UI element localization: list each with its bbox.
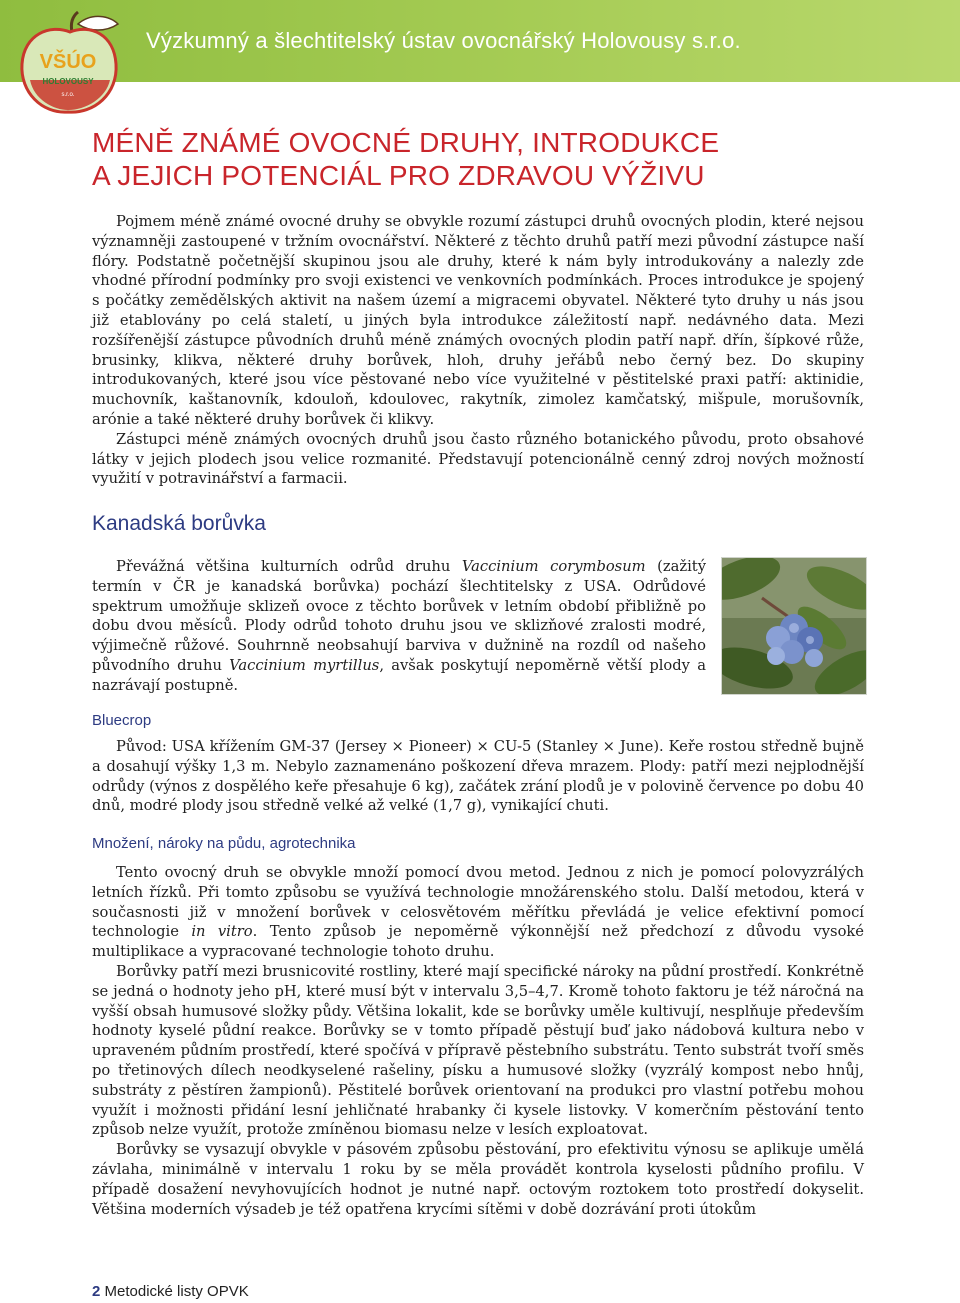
blueberry-text bbox=[92, 557, 706, 696]
institute-name: Výzkumný a šlechtitelský ústav ovocnářský Holovousy s.r.o. bbox=[146, 28, 741, 53]
title-line-1: MÉNĚ ZNÁMÉ OVOCNÉ DRUHY, INTRODUKCE bbox=[92, 127, 720, 158]
blueberry-paragraph: Převážná většina kulturních odrůd druhu Vaccinium corymbosum (zažitý termín v ČR je kanadská borůvka) pochází šlechtitelsky z USA. Odrůdové spektrum umožňuje sklizeň ovoce z těchto borůvek v letním období přibližně po dobu dvou měsíců. Plody odrůd tohoto druhu jsou ve sklizňové zralosti modré, výjimečně růžové. Souhrnně neobsahují barviva v dužnině na rozdíl od našeho původního druhu Vaccinium myrtillus, avšak poskytují nepoměrně větší plody a nazrávají postupně. bbox=[92, 558, 707, 694]
in-vitro-term: in vitro bbox=[191, 923, 253, 941]
svg-text:HOLOVOUSY: HOLOVOUSY bbox=[42, 77, 94, 86]
vsuo-logo bbox=[10, 10, 130, 118]
section-heading-propagation: Množení, nároky na půdu, agrotechnika bbox=[92, 835, 356, 852]
bluecrop-paragraph: Původ: USA křížením GM-37 (Jersey × Pioneer) × CU-5 (Stanley × June). Keře rostou středně bujně a dosahují výšky 1,3 m. Nebylo zaznamenáno poškození dřeva mrazem. Plody: patří mezi nejplodnější odrůdy (výnos z dospělého keře přesahuje 6 kg), začátek zrání plodů je v polovině července po dobu 40 dnů, modré plody jsou středně velké až velké (1,7 g), vynikající chuti. bbox=[92, 738, 864, 815]
intro-text bbox=[92, 212, 864, 489]
svg-text:s.r.o.: s.r.o. bbox=[61, 92, 75, 98]
intro-paragraph-2: Zástupci méně známých ovocných druhů jsou často různého botanického původu, proto obsahové látky v jejich plodech jsou velice rozmanité. Představují potencionálně cenný zdroj nových možností využití v potravinářství a farmacii. bbox=[92, 430, 864, 488]
apple-logo-icon bbox=[10, 10, 130, 118]
propagation-paragraph-1: Tento ovocný druh se obvykle množí pomocí dvou metod. Jednou z nich je pomocí polovyzrálých letních řízků. Při tomto způsobu se využívá technologie množárenského stolu. Další metodou, která v současnosti již v množení borůvek v celosvětovém měřítku převládá je velice efektivní pomocí technologie in vitro. Tento způsob je nepoměrně výkonnější než předchozí z důvodu vysoké multiplikace a vypracované technologie tohoto druhu. bbox=[92, 864, 864, 961]
blueberry-image-icon bbox=[722, 558, 866, 694]
section-heading-blueberry: Kanadská borůvka bbox=[92, 512, 266, 535]
propagation-paragraph-2: Borůvky patří mezi brusnicovité rostliny, které mají specifické nároky na půdní prostředí. Konkrétně se jedná o hodnoty jeho pH, které musí být v intervalu 3,5–4,7. Kromě tohoto faktoru je též náročná na vyšší obsah humusové složky půdy. Většina lokalit, kde se borůvky uměle kultivují, nesplňuje především hodnoty kyselé půdní reakce. Borůvky se v tomto případě pěstují buď jako nádobová kultura nebo v upraveném půdním prostředí, které spočívá v přípravě pěstebního substrátu. Tento substrát tvoří směs po třetinových dílech neodkyselené rašeliny, písku a humusové složky (vyzrálý kompost nebo hnůj, substráty z pěstíren žampionů). Pěstitelé borůvek orientovaní na produkci pro vlastní potřebu mohou využít i možnosti přidání lesní jehličnaté hrabanky či kysele listovky. V komerčním pěstování tento způsob nelze využít, protože zmíněnou biomasu nelze v lesích exploatovat. bbox=[92, 962, 864, 1139]
bluecrop-text bbox=[92, 737, 864, 816]
title-line-2: A JEJICH POTENCIÁL PRO ZDRAVOU VÝŽIVU bbox=[92, 160, 705, 191]
species-name: Vaccinium corymbosum bbox=[461, 558, 646, 575]
blueberry-photo bbox=[721, 557, 867, 695]
footer-series: Metodické listy OPVK bbox=[104, 1283, 249, 1300]
propagation-paragraph-3: Borůvky se vysazují obvykle v pásovém způsobu pěstování, pro efektivitu výnosu se aplikuje umělá závlaha, minimálně v intervalu 1 roku by se měla provádět kontrola kyselosti půdního profilu. V případě dosažení nevyhovujících hodnot je nutné např. octovým roztokem toto prostředí dokyselit. Většina moderních výsadeb je též opatřena krycími sítěmi v době dozrávání proti útokům bbox=[92, 1141, 864, 1218]
section-heading-bluecrop: Bluecrop bbox=[92, 712, 152, 729]
svg-text:VŠÚO: VŠÚO bbox=[39, 51, 97, 73]
intro-paragraph-1: Pojmem méně známé ovocné druhy se obvykle rozumí zástupci druhů ovocných plodin, které nejsou významněji zastoupené v tržním ovocnářství. Některé z těchto druhů patří mezi původní zástupce naší flóry. Podstatně početnější skupinou jsou ale druhy, které k nám byly introdukovány a nalezly zde vhodné přírodní podmínky pro svoji existenci ve venkovních podmínkách. Proces introdukce je spojený s počátky zemědělských aktivit na našem území a migracemi obyvatel. Některé tyto druhy u nás jsou již etablovány po celá staletí, u jiných byla introdukce záležitostí např. nedávného data. Mezi rozšířenější zástupce původních druhů méně známých ovocných plodin patří např. dřín, šípkové růže, brusinky, klikva, některé druhy borůvek, hloh, druhy jeřábů nebo černý bez. Do skupiny introdukovaných, které jsou více pěstované nebo více využitelné v pěstitelské praxi patří: aktinidie, muchovník, kaštanovník, kdouloň, kdoulovec, rakytník, zimolez kamčatský, mišpule, morušovník, arónie a také některé druhy borůvek či klikvy. bbox=[92, 213, 864, 428]
page-title bbox=[92, 126, 719, 192]
species-name-2: Vaccinium myrtillus bbox=[229, 656, 380, 674]
page-footer bbox=[92, 1283, 249, 1300]
page-number: 2 bbox=[92, 1283, 101, 1300]
propagation-text bbox=[92, 863, 864, 1219]
